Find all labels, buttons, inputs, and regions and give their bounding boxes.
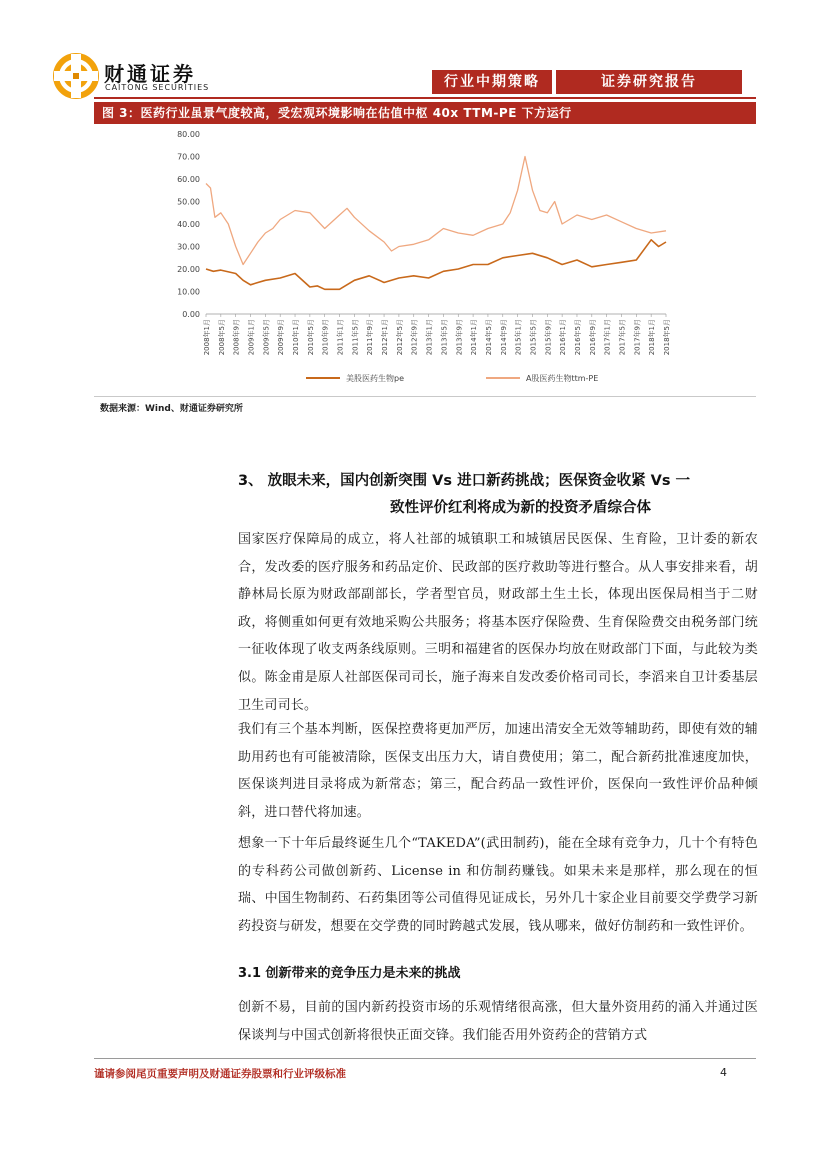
x-tick-label: 2017年1月: [603, 319, 612, 356]
section-title-line1: 3、 放眼未来，国内创新突围 Vs 进口新药挑战；医保资金收紧 Vs 一: [238, 473, 691, 489]
x-tick-label: 2012年1月: [381, 319, 390, 356]
page-header: [0, 0, 827, 100]
series-line-1: [206, 240, 666, 289]
x-tick-label: 2008年5月: [217, 319, 226, 356]
x-tick-label: 2014年9月: [499, 319, 508, 356]
subsection-title: 3.1 创新带来的竞争压力是未来的挑战: [238, 966, 461, 981]
y-tick-label: 70.00: [177, 152, 200, 162]
x-tick-label: 2008年9月: [232, 319, 241, 356]
x-tick-label: 2015年1月: [514, 319, 523, 356]
source-divider: [94, 396, 756, 397]
paragraph-2: 我们有三个基本判断，医保控费将更加严厉，加速出清安全无效等辅助药，即使有效的辅助用药也有可能被清除，医保支出压力大，请自费使用；第二，配合新药批准速度加快，医保谈判进目录将成为新常态；第三，配合药品一致性评价，医保向一致性评价品种倾斜，进口替代将加速。: [238, 722, 758, 820]
y-tick-label: 10.00: [177, 287, 200, 297]
x-tick-label: 2013年5月: [440, 319, 449, 356]
footer-disclaimer: 谨请参阅尾页重要声明及财通证券股票和行业评级标准: [94, 1068, 346, 1080]
legend-label: A股医药生物ttm-PE: [526, 374, 599, 383]
y-tick-label: 40.00: [177, 220, 200, 229]
section-title: [238, 468, 758, 522]
footer-divider: [94, 1058, 756, 1059]
paragraph-4: 创新不易，目前的国内新药投资市场的乐观情绪很高涨，但大量外资用药的涌入并通过医保谈判与中国式创新将很快正面交锋。我们能否用外资药企的营销方式: [238, 1000, 758, 1043]
header-divider: [94, 97, 756, 99]
x-tick-label: 2013年9月: [455, 319, 464, 356]
x-tick-label: 2009年9月: [277, 319, 286, 356]
legend-label: 美股医药生物pe: [346, 374, 404, 383]
x-tick-label: 2015年5月: [529, 319, 538, 356]
brand-name-en: CAITONG SECURITIES: [105, 83, 210, 92]
x-tick-label: 2010年9月: [321, 319, 330, 356]
x-tick-label: 2016年5月: [573, 319, 582, 356]
x-tick-label: 2017年5月: [618, 319, 627, 356]
section-title-line2: 致性评价红利将成为新的投资矛盾综合体: [390, 500, 651, 516]
caitong-logo-icon: [52, 52, 100, 100]
x-tick-label: 2018年5月: [663, 319, 671, 356]
y-tick-label: 80.00: [177, 130, 200, 139]
series-lines: [206, 157, 666, 290]
y-tick-label: 0.00: [182, 310, 200, 319]
x-tick-label: 2012年9月: [410, 319, 419, 356]
paragraph-1: 国家医疗保障局的成立，将人社部的城镇职工和城镇居民医保、生育险，卫计委的新农合，发改委的医疗服务和药品定价、民政部的医疗救助等进行整合。从人事安排来看，胡静林局长原为财政部副部长，学者型官员，财政部土生土长，体现出医保局相当于二财政，将侧重如何更有效地采购公共服务；将基本医疗保险费、生育保险费交由税务部门统一征收体现了收支两条线原则。三明和福建省的医保办均放在财政部门下面，与此较为类似。陈金甫是原人社部医保司司长，施子海来自发改委价格司司长，李滔来自卫计委基层卫生司司长。: [238, 532, 758, 713]
series-line-2: [206, 157, 666, 265]
x-tick-label: 2010年5月: [306, 319, 315, 356]
x-tick-label: 2017年9月: [633, 319, 642, 356]
x-tick-label: 2011年1月: [336, 319, 345, 356]
figure-source: 数据来源：Wind、财通证券研究所: [100, 404, 243, 414]
report-category-tag: 证券研究报告: [556, 70, 742, 94]
x-tick-label: 2011年9月: [366, 319, 375, 356]
x-tick-label: 2014年5月: [484, 319, 493, 356]
x-tick-label: 2011年5月: [351, 319, 360, 356]
x-axis: [202, 314, 671, 355]
pe-line-chart: [156, 128, 676, 394]
x-tick-label: 2009年5月: [262, 319, 271, 356]
x-tick-label: 2013年1月: [425, 319, 434, 356]
x-tick-label: 2016年9月: [588, 319, 597, 356]
x-tick-label: 2010年1月: [292, 319, 301, 356]
paragraph-3: 想象一下十年后最终诞生几个“TAKEDA”(武田制药)，能在全球有竞争力，几十个有特色的专科药公司做创新药、License in 和仿制药赚钱。如果未来是那样，那么现在的恒瑞、中国生物制药、石药集团等公司值得见证成长，另外几十家企业目前要交学费学习新药投资与研发，想要在交学费的同时跨越式发展，钱从哪来，做好仿制药和一致性评价。: [238, 836, 758, 934]
x-tick-label: 2012年5月: [395, 319, 404, 356]
x-tick-label: 2015年9月: [544, 319, 553, 356]
brand-name: 财通证券: [104, 62, 196, 86]
chart-svg: [156, 128, 676, 394]
y-tick-label: 30.00: [177, 242, 200, 252]
x-tick-label: 2018年1月: [648, 318, 657, 356]
report-type-tag: 行业中期策略: [432, 70, 552, 94]
y-axis: [177, 130, 666, 319]
x-tick-label: 2014年1月: [470, 319, 479, 356]
y-tick-label: 50.00: [177, 197, 200, 207]
y-tick-label: 60.00: [177, 175, 200, 184]
figure-title: 图 3：医药行业虽景气度较高，受宏观环境影响在估值中枢 40x TTM-PE 下方运行: [94, 102, 756, 124]
x-tick-label: 2008年1月: [203, 319, 211, 356]
page-number: 4: [720, 1066, 727, 1079]
x-tick-label: 2009年1月: [247, 319, 256, 356]
x-tick-label: 2016年1月: [559, 319, 568, 356]
chart-legend: [306, 373, 598, 383]
y-tick-label: 20.00: [177, 265, 200, 274]
